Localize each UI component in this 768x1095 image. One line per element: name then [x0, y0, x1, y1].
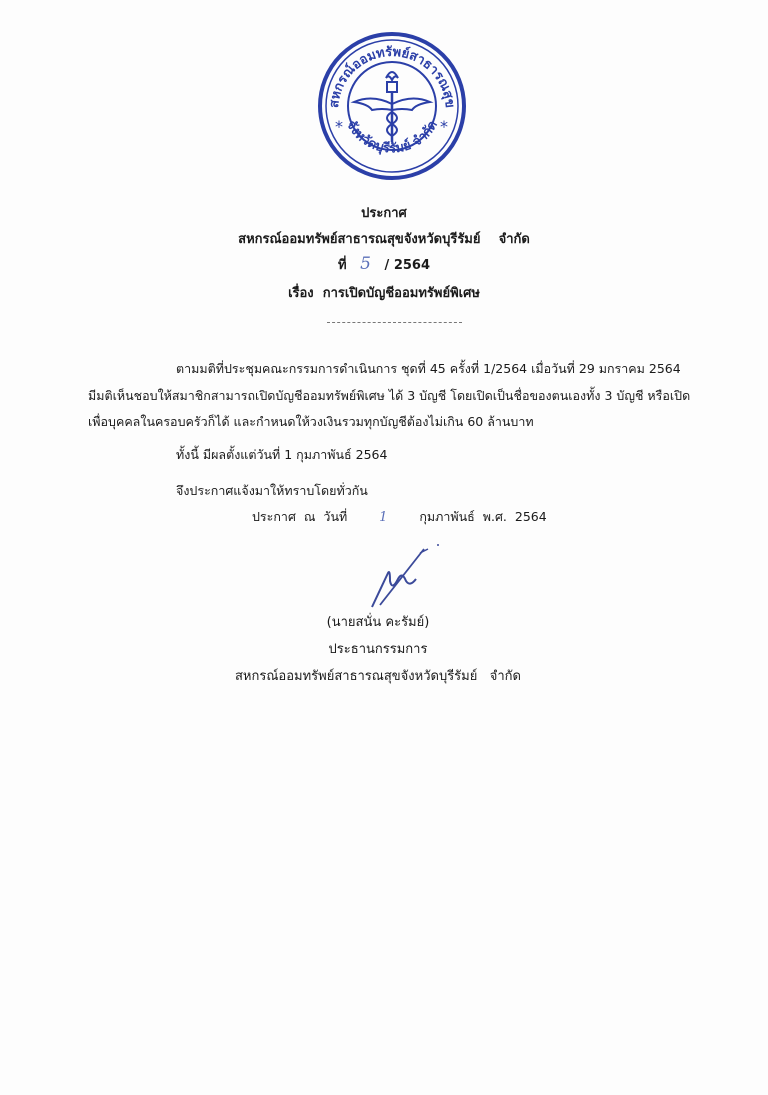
subject-line	[0, 282, 768, 303]
signature-icon	[360, 535, 460, 615]
announce-text: จึงประกาศแจ้งมาให้ทราบโดยทั่วกัน	[176, 483, 368, 498]
paragraph-line-3: เพื่อบุคคลในครอบครัวก็ได้ และกำหนดให้วงเงินรวมทุกบัญชีต้องไม่เกิน 60 ล้านบาท	[88, 414, 534, 429]
paragraph-line-1: ตามมติที่ประชุมคณะกรรมการดำเนินการ ชุดที่ 45 ครั้งที่ 1/2564 เมื่อวันที่ 29 มกราคม 2564	[176, 361, 681, 376]
signatory-name: (นายสนั่น คะรัมย์)	[326, 615, 430, 630]
cooperative-seal-icon	[316, 30, 468, 182]
organization-suffix: จำกัด	[498, 232, 530, 247]
date-day-handwritten: 1	[379, 510, 388, 525]
organization-heading	[0, 228, 768, 249]
paragraph-line-2: มีมติเห็นชอบให้สมาชิกสามารถเปิดบัญชีออมทรัพย์พิเศษ ได้ 3 บัญชี โดยเปิดเป็นชื่อของตนเองทั้ง 3 บัญชี หรือเปิด	[88, 388, 691, 403]
announcement-number	[0, 254, 768, 275]
subject-label: เรื่อง	[288, 286, 314, 301]
organization-name: สหกรณ์ออมทรัพย์สาธารณสุขจังหวัดบุรีรัมย์	[238, 232, 481, 247]
signatory-position: ประธานกรรมการ	[328, 642, 428, 657]
signatory-organization: สหกรณ์ออมทรัพย์สาธารณสุขจังหวัดบุรีรัมย์ จำกัด	[235, 669, 521, 684]
effective-date-text: ทั้งนี้ มีผลตั้งแต่วันที่ 1 กุมภาพันธ์ 2564	[176, 447, 388, 462]
svg-text:*: *	[335, 117, 343, 136]
svg-text:สหกรณ์ออมทรัพย์สาธารณสุข: สหกรณ์ออมทรัพย์สาธารณสุข	[326, 44, 458, 109]
announcement-title: ประกาศ	[361, 206, 407, 221]
divider	[327, 322, 462, 323]
svg-text:จังหวัดบุรีรัมย์ จำกัด: จังหวัดบุรีรัมย์ จำกัด	[343, 118, 441, 157]
date-suffix: กุมภาพันธ์ พ.ศ. 2564	[419, 509, 547, 524]
number-handwritten: 5	[360, 254, 371, 274]
number-prefix: ที่	[337, 258, 347, 273]
svg-text:*: *	[440, 117, 448, 136]
subject-text: การเปิดบัญชีออมทรัพย์พิเศษ	[322, 286, 480, 301]
date-prefix: ประกาศ ณ วันที่	[252, 509, 348, 524]
announcement-date	[252, 507, 547, 527]
number-suffix: / 2564	[384, 258, 431, 273]
